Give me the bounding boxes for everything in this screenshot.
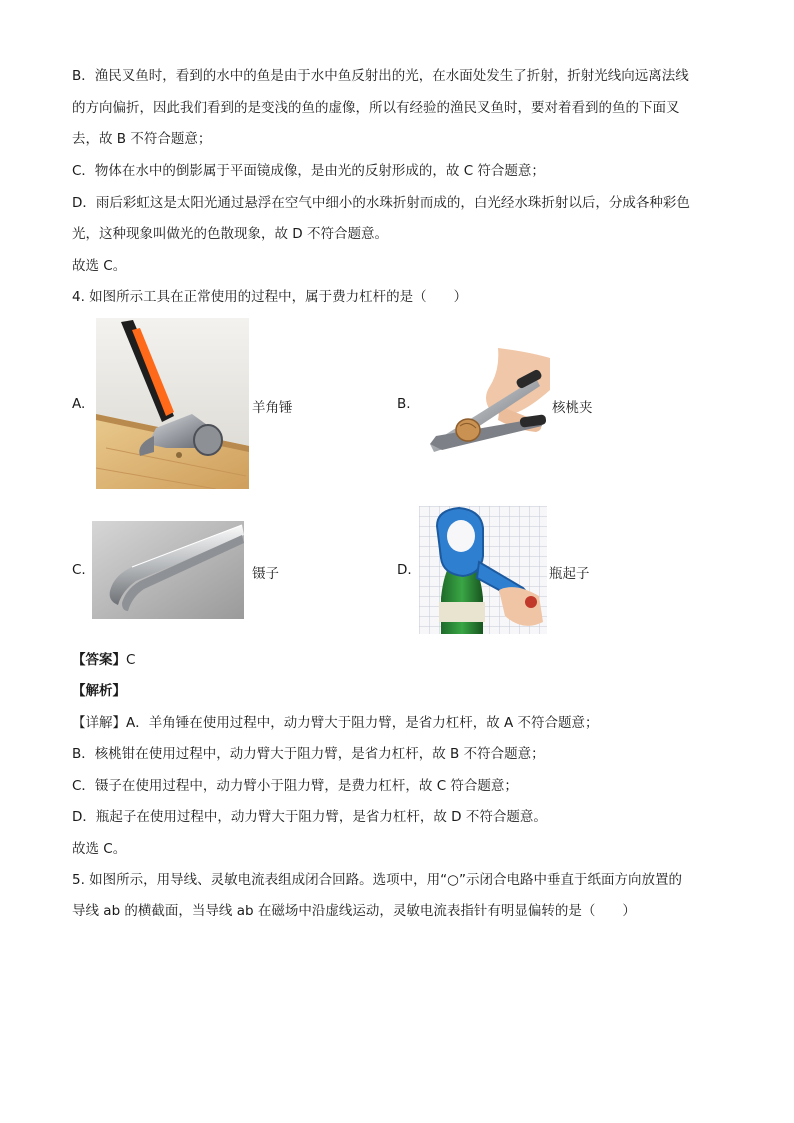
bottle-opener-photo bbox=[419, 506, 547, 634]
text-line: C．物体在水中的倒影属于平面镜成像，是由光的反射形成的，故 C 符合题意； bbox=[72, 163, 545, 179]
nutcracker-photo bbox=[420, 348, 550, 460]
option-b-letter: B. bbox=[397, 396, 411, 412]
text-line: 去，故 B 不符合题意； bbox=[72, 131, 212, 147]
option-c-name: 镊子 bbox=[252, 566, 279, 582]
analysis-label: 【解析】 bbox=[72, 683, 126, 699]
text-line: D．雨后彩虹这是太阳光通过悬浮在空气中细小的水珠折射而成的，白光经水珠折射以后，分成各种彩色 bbox=[72, 195, 690, 211]
option-a-letter: A. bbox=[72, 396, 86, 412]
option-d-letter: D. bbox=[397, 562, 412, 578]
option-a-name: 羊角锤 bbox=[252, 400, 293, 416]
option-d-name: 瓶起子 bbox=[549, 566, 590, 582]
answer-line bbox=[72, 650, 135, 670]
tweezers-photo bbox=[92, 521, 244, 619]
option-c-letter: C. bbox=[72, 562, 86, 578]
text-line: 的方向偏折，因此我们看到的是变浅的鱼的虚像，所以有经验的渔民叉鱼时，要对着看到的鱼的下面叉 bbox=[72, 100, 680, 116]
detail-line: C．镊子在使用过程中，动力臂小于阻力臂，是费力杠杆，故 C 符合题意； bbox=[72, 778, 518, 794]
detail-line: 【详解】A．羊角锤在使用过程中，动力臂大于阻力臂，是省力杠杆，故 A 不符合题意； bbox=[72, 715, 599, 731]
detail-line: 故选 C。 bbox=[72, 841, 127, 857]
claw-hammer-photo bbox=[96, 318, 249, 489]
answer-value: C bbox=[126, 652, 136, 668]
text-line: 故选 C。 bbox=[72, 258, 127, 274]
question-5-stem: 5. 如图所示，用导线、灵敏电流表组成闭合回路。选项中，用“○”示闭合电路中垂直于纸面方向放置的 bbox=[72, 872, 682, 888]
detail-line: B．核桃钳在使用过程中，动力臂大于阻力臂，是省力杠杆，故 B 不符合题意； bbox=[72, 746, 545, 762]
answer-label: 【答案】 bbox=[72, 652, 126, 668]
detail-line: D．瓶起子在使用过程中，动力臂大于阻力臂，是省力杠杆，故 D 不符合题意。 bbox=[72, 809, 547, 825]
question-5-stem: 导线 ab 的横截面，当导线 ab 在磁场中沿虚线运动，灵敏电流表指针有明显偏转的是（ ） bbox=[72, 903, 636, 919]
option-b-name: 核桃夹 bbox=[552, 400, 593, 416]
text-line: B．渔民叉鱼时，看到的水中的鱼是由于水中鱼反射出的光，在水面处发生了折射，折射光线向远离法线 bbox=[72, 68, 689, 84]
question-4-stem: 4. 如图所示工具在正常使用的过程中，属于费力杠杆的是（ ） bbox=[72, 289, 468, 305]
text-line: 光，这种现象叫做光的色散现象，故 D 不符合题意。 bbox=[72, 226, 388, 242]
